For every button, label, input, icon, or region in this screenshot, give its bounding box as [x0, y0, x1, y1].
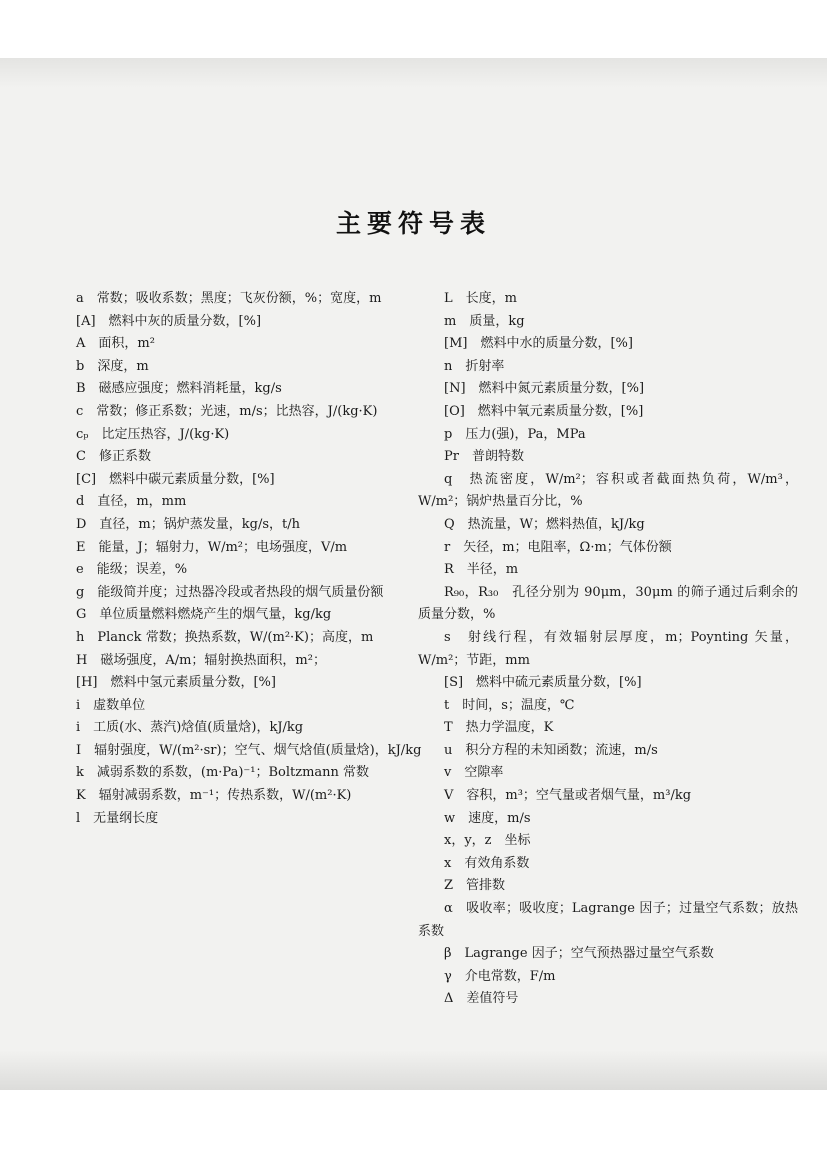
- symbol-entry: A 面积，m²: [76, 336, 155, 352]
- symbol-entry: β Lagrange 因子；空气预热器过量空气系数: [444, 946, 714, 962]
- symbol-entry: Pr 普朗特数: [444, 449, 524, 465]
- symbol-entry: I 辐射强度，W/(m²·sr)；空气、烟气焓值(质量焓)，kJ/kg: [76, 742, 422, 758]
- symbol-entry: R₉₀，R₃₀ 孔径分别为 90μm，30μm 的筛子通过后剩余的质量分数，%: [418, 584, 798, 623]
- scan-shadow-top: [0, 58, 827, 88]
- symbol-entry: v 空隙率: [444, 765, 504, 781]
- symbol-entry: [S] 燃料中硫元素质量分数，[%]: [444, 675, 642, 691]
- symbol-entry: [H] 燃料中氢元素质量分数，[%]: [76, 675, 276, 691]
- symbol-entry: E 能量，J；辐射力，W/m²；电场强度，V/m: [76, 539, 348, 555]
- symbol-entry: i 虚数单位: [76, 697, 146, 713]
- symbol-entry: p 压力(强)，Pa，MPa: [444, 426, 586, 442]
- symbol-entry: [A] 燃料中灰的质量分数，[%]: [76, 313, 262, 329]
- symbol-entry: d 直径，m，mm: [76, 494, 187, 510]
- symbol-entry: l 无量纲长度: [76, 810, 159, 826]
- page-title: 主要符号表: [335, 209, 491, 238]
- symbol-entry: Q 热流量，W；燃料热值，kJ/kg: [444, 516, 645, 532]
- symbol-entry: k 减弱系数的系数，(m·Pa)⁻¹；Boltzmann 常数: [76, 765, 370, 781]
- symbol-entry: n 折射率: [444, 358, 505, 374]
- symbol-entry: q 热流密度，W/m²；容积或者截面热负荷，W/m³，W/m²；锅炉热量百分比，%: [418, 471, 798, 510]
- symbol-entry: s 射线行程，有效辐射层厚度，m；Poynting 矢量，W/m²；节距，mm: [418, 629, 798, 668]
- symbol-entry: m 质量，kg: [444, 313, 525, 329]
- symbol-entry: D 直径，m；锅炉蒸发量，kg/s，t/h: [76, 516, 300, 532]
- symbol-entry: b 深度，m: [76, 358, 149, 374]
- symbol-entry: C 修正系数: [76, 449, 151, 465]
- symbol-entry: Z 管排数: [444, 878, 506, 894]
- symbol-entry: K 辐射减弱系数，m⁻¹；传热系数，W/(m²·K): [76, 788, 352, 804]
- symbol-entry: R 半径，m: [444, 562, 519, 578]
- symbol-entry: [M] 燃料中水的质量分数，[%]: [444, 336, 633, 352]
- symbol-entry: H 磁场强度，A/m；辐射换热面积，m²；: [76, 652, 326, 668]
- left-column: [60, 288, 438, 830]
- symbol-entry: h Planck 常数；换热系数，W/(m²·K)；高度，m: [76, 629, 374, 645]
- symbol-entry: [N] 燃料中氮元素质量分数，[%]: [444, 381, 645, 397]
- right-column: [418, 288, 798, 1011]
- symbol-entry: i 工质(水、蒸汽)焓值(质量焓)，kJ/kg: [76, 720, 304, 736]
- symbol-entry: g 能级简并度；过热器冷段或者热段的烟气质量份额: [76, 584, 384, 600]
- symbol-entry: u 积分方程的未知函数；流速，m/s: [444, 742, 658, 758]
- symbol-entry: Δ 差值符号: [444, 991, 519, 1007]
- symbol-entry: B 磁感应强度；燃料消耗量，kg/s: [76, 381, 282, 397]
- symbol-entry: [C] 燃料中碳元素质量分数，[%]: [76, 471, 275, 487]
- scan-shadow-bottom: [0, 1050, 827, 1090]
- symbol-entry: α 吸收率；吸收度；Lagrange 因子；过量空气系数；放热系数: [418, 901, 798, 939]
- symbol-entry: r 矢径，m；电阻率，Ω·m；气体份额: [444, 539, 672, 555]
- symbol-entry: γ 介电常数，F/m: [444, 968, 556, 984]
- symbol-entry: c 常数；修正系数；光速，m/s；比热容，J/(kg·K): [76, 403, 378, 419]
- symbol-entry: V 容积，m³；空气量或者烟气量，m³/kg: [444, 788, 692, 804]
- symbol-entry: e 能级；误差，%: [76, 562, 188, 578]
- symbol-entry: x，y，z 坐标: [444, 833, 531, 849]
- symbol-entry: t 时间，s；温度，℃: [444, 697, 575, 713]
- symbol-entry: L 长度，m: [444, 291, 517, 306]
- symbol-entry: G 单位质量燃料燃烧产生的烟气量，kg/kg: [76, 607, 332, 623]
- symbol-entry: a 常数；吸收系数；黑度；飞灰份额，%；宽度，m: [76, 291, 382, 306]
- symbol-entry: T 热力学温度，K: [444, 720, 554, 736]
- symbol-entry: cₚ 比定压热容，J/(kg·K): [76, 426, 230, 442]
- symbol-entry: x 有效角系数: [444, 855, 530, 871]
- symbol-entry: w 速度，m/s: [444, 810, 531, 826]
- symbol-entry: [O] 燃料中氧元素质量分数，[%]: [444, 403, 644, 419]
